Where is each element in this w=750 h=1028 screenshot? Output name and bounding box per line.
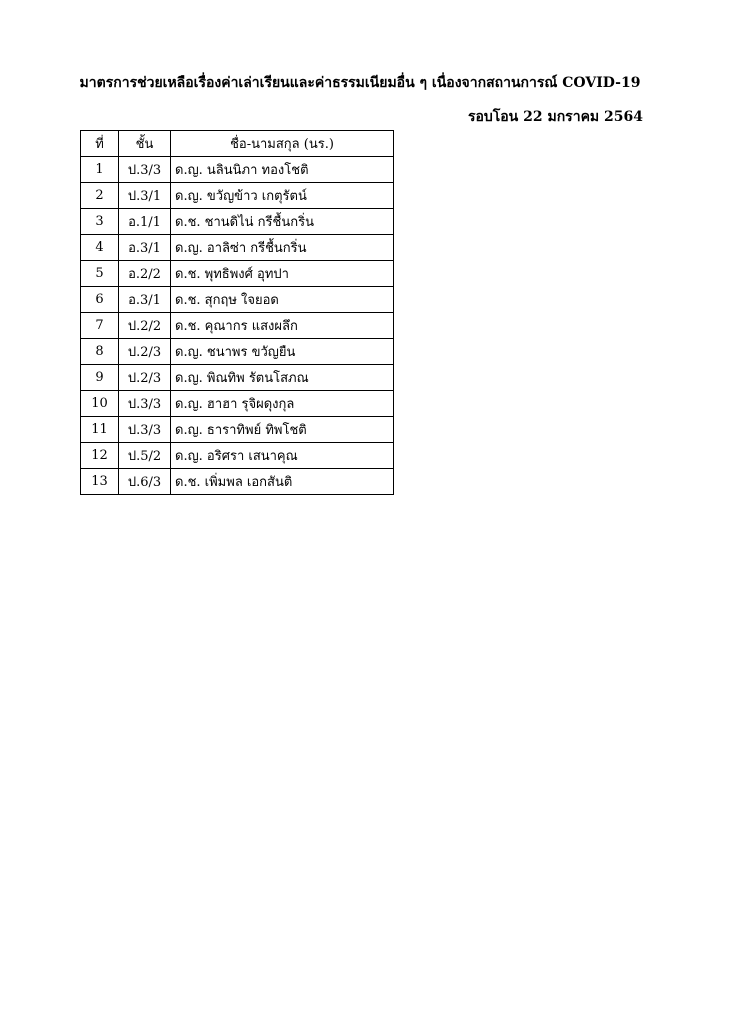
cell-name: ด.ญ. อาลิซ่า กรีชื้นกริ่น — [171, 235, 394, 261]
cell-class: อ.1/1 — [119, 209, 171, 235]
cell-no: 9 — [81, 365, 119, 391]
cell-name: ด.ญ. นลินนิภา ทองโชติ — [171, 157, 394, 183]
cell-no: 1 — [81, 157, 119, 183]
cell-name: ด.ช. เพิ่มพล เอกสันติ — [171, 469, 394, 495]
cell-name: ด.ญ. ธาราทิพย์ ทิพโชติ — [171, 417, 394, 443]
cell-no: 12 — [81, 443, 119, 469]
cell-name: ด.ช. พุทธิพงศ์ อุทปา — [171, 261, 394, 287]
cell-no: 10 — [81, 391, 119, 417]
table-row — [81, 209, 394, 235]
cell-name: ด.ช. สุกฤษ ใจยอด — [171, 287, 394, 313]
table-header-row — [81, 131, 394, 157]
cell-no: 2 — [81, 183, 119, 209]
cell-name: ด.ช. คุณากร แสงผลึก — [171, 313, 394, 339]
table-row — [81, 443, 394, 469]
cell-class: อ.2/2 — [119, 261, 171, 287]
cell-class: ป.3/1 — [119, 183, 171, 209]
cell-no: 8 — [81, 339, 119, 365]
table-row — [81, 287, 394, 313]
document-title: มาตรการช่วยเหลือเรื่องค่าเล่าเรียนและค่าธรรมเนียมอื่น ๆ เนื่องจากสถานการณ์ COVID-19 — [79, 75, 641, 91]
cell-name: ด.ญ. ขวัญข้าว เกตุรัตน์ — [171, 183, 394, 209]
table-row — [81, 339, 394, 365]
cell-no: 3 — [81, 209, 119, 235]
table-row — [81, 417, 394, 443]
cell-name: ด.ญ. อริศรา เสนาคุณ — [171, 443, 394, 469]
student-table — [80, 130, 394, 495]
cell-class: ป.2/2 — [119, 313, 171, 339]
table-body — [81, 157, 394, 495]
cell-no: 6 — [81, 287, 119, 313]
cell-class: ป.2/3 — [119, 339, 171, 365]
cell-class: ป.6/3 — [119, 469, 171, 495]
cell-name: ด.ญ. ชนาพร ขวัญยืน — [171, 339, 394, 365]
cell-no: 11 — [81, 417, 119, 443]
cell-no: 5 — [81, 261, 119, 287]
table-row — [81, 313, 394, 339]
cell-class: อ.3/1 — [119, 287, 171, 313]
transfer-date: รอบโอน 22 มกราคม 2564 — [467, 109, 643, 125]
cell-class: ป.3/3 — [119, 391, 171, 417]
cell-no: 13 — [81, 469, 119, 495]
cell-class: ป.2/3 — [119, 365, 171, 391]
table-row — [81, 235, 394, 261]
table-row — [81, 391, 394, 417]
cell-class: อ.3/1 — [119, 235, 171, 261]
table-row — [81, 469, 394, 495]
header-class: ชั้น — [119, 131, 171, 157]
cell-class: ป.3/3 — [119, 417, 171, 443]
cell-name: ด.ญ. ฮาฮา รุจิผดุงกุล — [171, 391, 394, 417]
cell-class: ป.3/3 — [119, 157, 171, 183]
table-row — [81, 365, 394, 391]
table-row — [81, 183, 394, 209]
cell-class: ป.5/2 — [119, 443, 171, 469]
cell-no: 7 — [81, 313, 119, 339]
cell-name: ด.ญ. พิณทิพ รัตนโสภณ — [171, 365, 394, 391]
cell-no: 4 — [81, 235, 119, 261]
table-row — [81, 261, 394, 287]
cell-name: ด.ช. ชานดิไน่ กรีชื้นกริ่น — [171, 209, 394, 235]
header-no: ที่ — [81, 131, 119, 157]
table-row — [81, 157, 394, 183]
header-name: ชื่อ-นามสกุล (นร.) — [171, 131, 394, 157]
